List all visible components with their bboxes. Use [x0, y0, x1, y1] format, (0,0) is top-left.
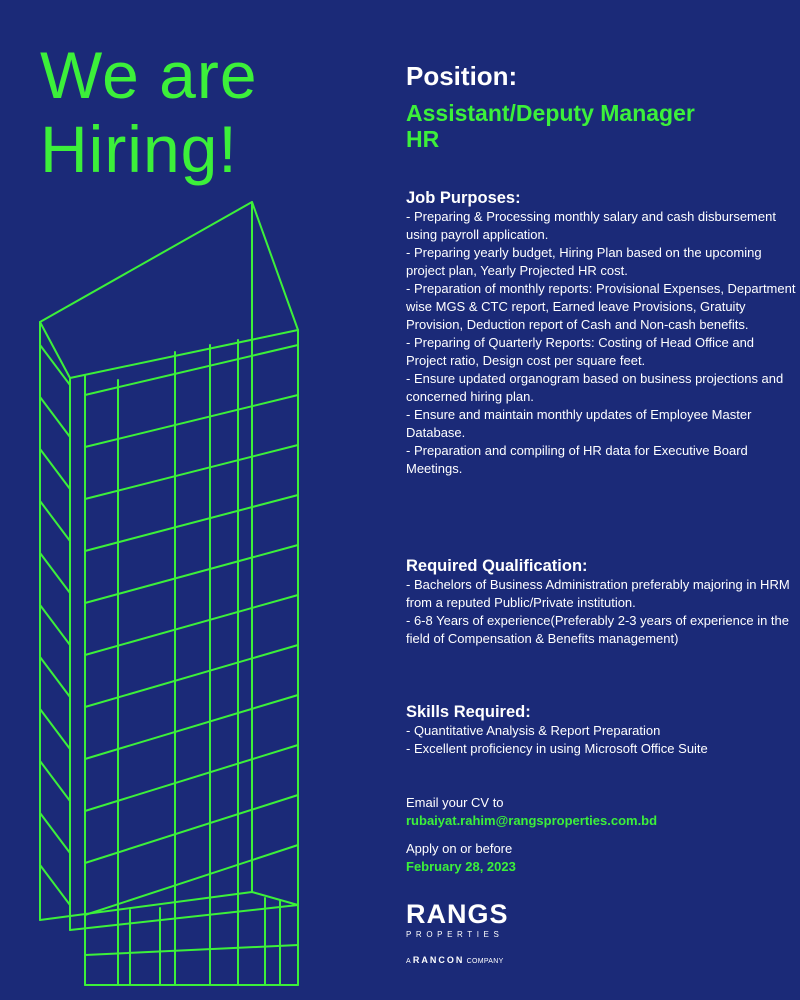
company-name: RANCON: [412, 955, 465, 965]
job-purpose-item: - Preparing of Quarterly Reports: Costing of Head Office and Project ratio, Design cost per square feet.: [406, 335, 755, 368]
parent-company: [406, 955, 509, 965]
position-label: Position:: [406, 61, 518, 91]
building-side-line: [40, 605, 70, 645]
building-side-line: [40, 865, 70, 905]
building-floor-line: [85, 545, 298, 603]
qualification-section: [406, 556, 796, 648]
job-purposes-heading: Job Purposes:: [406, 189, 521, 207]
position-title-line-2: HR: [406, 126, 440, 152]
building-floor-line: [85, 395, 298, 447]
headline-line-1: We are: [40, 38, 258, 112]
headline-line-2: Hiring!: [40, 112, 238, 186]
building-floor-line: [85, 445, 298, 499]
building-floor-line: [85, 595, 298, 655]
skill-item: - Quantitative Analysis & Report Preparation: [406, 723, 661, 738]
skills-section: [406, 702, 796, 758]
job-purpose-item: - Preparation of monthly reports: Provisional Expenses, Department wise MGS & CTC report, Earned leave Provisions, Gratuity Provision, Deduction report of Cash and Non-cash benefits.: [406, 281, 796, 332]
logo-subtitle: PROPERTIES: [406, 930, 504, 939]
building-floor-line: [85, 745, 298, 811]
building-floor-line: [85, 695, 298, 759]
building-floor-line: [85, 495, 298, 551]
deadline-date: February 28, 2023: [406, 859, 516, 874]
building-side-line: [40, 813, 70, 853]
building-side-line: [40, 397, 70, 437]
building-floor-line: [85, 645, 298, 707]
job-purpose-item: - Ensure and maintain monthly updates of Employee Master Database.: [406, 407, 752, 440]
skill-item: - Excellent proficiency in using Microsoft Office Suite: [406, 741, 708, 756]
headline: [40, 38, 258, 186]
building-side-line: [40, 553, 70, 593]
building-side-line: [40, 657, 70, 697]
job-purpose-item: - Preparing & Processing monthly salary and cash disbursement using payroll application.: [406, 209, 776, 242]
contact-section: [406, 794, 796, 876]
qualification-item: - 6-8 Years of experience(Preferably 2-3 years of experience in the field of Compensation & Benefits management): [406, 613, 789, 646]
company-prefix: A: [406, 958, 411, 965]
email-label: Email your CV to: [406, 795, 504, 810]
qualification-heading: Required Qualification:: [406, 557, 588, 575]
job-purposes-section: [406, 188, 796, 478]
skills-heading: Skills Required:: [406, 703, 531, 721]
building-floor-line: [85, 845, 298, 915]
position-title: [406, 100, 786, 152]
logo-name: RANGS: [406, 899, 509, 929]
job-purpose-item: - Preparation and compiling of HR data for Executive Board Meetings.: [406, 443, 748, 476]
email-link[interactable]: rubaiyat.rahim@rangsproperties.com.bd: [406, 813, 658, 828]
building-side-line: [40, 501, 70, 541]
building-side-line: [40, 709, 70, 749]
job-details: [406, 60, 796, 874]
company-suffix: COMPANY: [466, 958, 504, 965]
qualification-item: - Bachelors of Business Administration preferably majoring in HRM from a reputed Public/Private institution.: [406, 577, 790, 610]
deadline-label: Apply on or before: [406, 841, 513, 856]
company-logo: [406, 900, 509, 965]
job-purpose-item: - Preparing yearly budget, Hiring Plan based on the upcoming project plan, Yearly Projected HR cost.: [406, 245, 762, 278]
position-title-line-1: Assistant/Deputy Manager: [406, 100, 695, 126]
building-side-line: [40, 449, 70, 489]
building-floor-line: [85, 795, 298, 863]
job-purpose-item: - Ensure updated organogram based on business projections and concerned hiring plan.: [406, 371, 784, 404]
building-side-line: [40, 761, 70, 801]
